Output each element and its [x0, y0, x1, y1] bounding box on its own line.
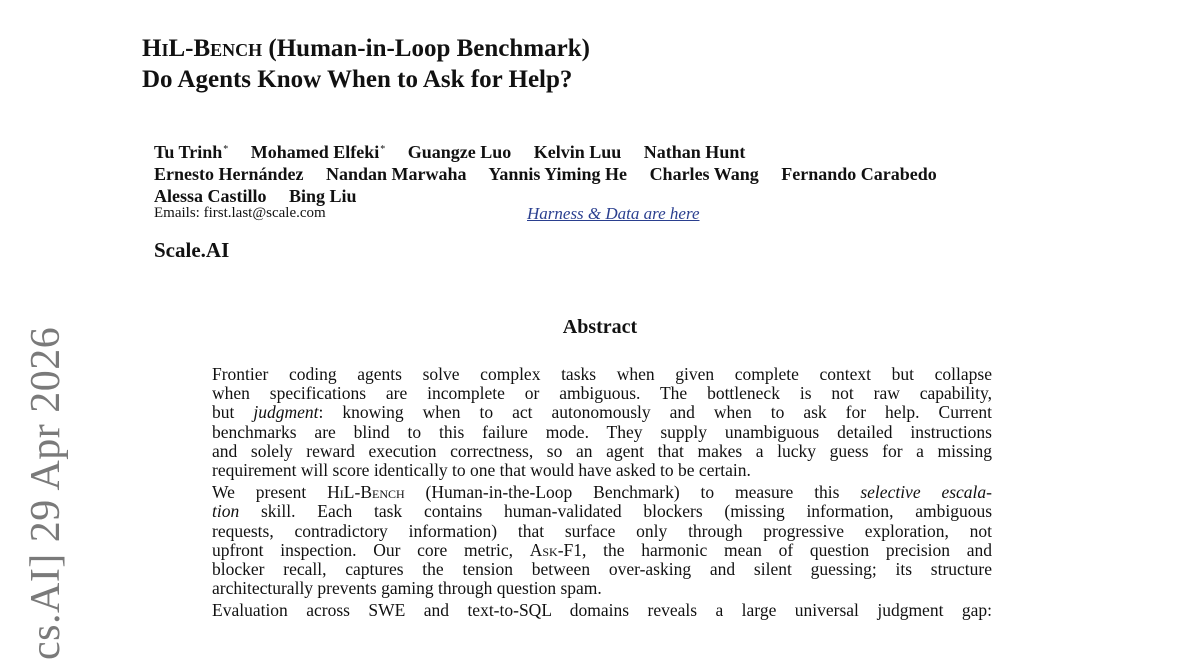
- abstract-body: [212, 365, 992, 624]
- affiliation: Scale.AI: [154, 238, 230, 262]
- author-name: Alessa Castillo: [154, 186, 267, 206]
- author-row-2: [154, 163, 955, 185]
- harness-data-link[interactable]: Harness & Data are here: [527, 204, 700, 223]
- author-name: Mohamed Elfeki*: [250, 142, 386, 162]
- abstract-line: requests, contradictory information) that surface only through progressive exploration, not: [212, 520, 992, 541]
- title-subtitle: (Human-in-Loop Benchmark): [262, 35, 590, 62]
- abstract-line: and solely reward execution correctness, so an agent that makes a lucky guess for a missing: [212, 440, 992, 461]
- abstract-line: when specifications are incomplete or ambiguous. The bottleneck is not raw capability,: [212, 383, 992, 404]
- author-name: Kelvin Luu: [533, 142, 622, 162]
- abstract-paragraph-3: [212, 601, 992, 620]
- abstract-paragraph-2: [212, 483, 992, 598]
- abstract-line: tion skill. Each task contains human-validated blockers (missing information, ambiguous: [212, 501, 992, 522]
- abstract-line: but judgment: knowing when to act autonomously and when to ask for help. Current: [212, 402, 992, 423]
- abstract-line: requirement will score identically to one that would have asked to be certain.: [212, 460, 751, 481]
- abstract-line: benchmarks are blind to this failure mode. They supply unambiguous detailed instructions: [212, 421, 992, 442]
- author-name: Nathan Hunt: [643, 142, 746, 162]
- author-name: Bing Liu: [289, 186, 357, 206]
- abstract-line: architecturally prevents gaming through question spam.: [212, 578, 602, 599]
- paper-title: [142, 33, 590, 95]
- author-row-1: [154, 139, 955, 163]
- title-question: Do Agents Know When to Ask for Help?: [142, 66, 573, 93]
- author-name: Ernesto Hernández: [154, 164, 304, 184]
- author-emails: Emails: first.last@scale.com: [154, 205, 326, 221]
- author-name: Charles Wang: [649, 164, 759, 184]
- author-list: [154, 139, 955, 207]
- benchmark-name: HiL-Bench: [327, 482, 405, 503]
- abstract-line: Evaluation across SWE and text-to-SQL domains reveals a large universal judgment gap:: [212, 600, 992, 621]
- author-name: Guangze Luo: [407, 142, 512, 162]
- abstract-line: blocker recall, captures the tension between over-asking and silent guessing; its structure: [212, 559, 992, 580]
- metric-name: Ask-F1: [529, 539, 583, 560]
- author-name: Yannis Yiming He: [488, 164, 628, 184]
- title-benchmark-name: HiL-Bench: [142, 35, 263, 62]
- abstract-line: Frontier coding agents solve complex tasks when given complete context but collapse: [212, 364, 992, 384]
- abstract-paragraph-1: [212, 365, 992, 480]
- arxiv-stamp: cs.AI] 29 Apr 2026: [23, 326, 69, 660]
- author-name: Fernando Carabedo: [781, 164, 937, 184]
- abstract-line: We present HiL-Bench (Human-in-the-Loop Benchmark) to measure this selective escala-: [212, 482, 992, 503]
- author-name: Tu Trinh*: [154, 142, 229, 162]
- abstract-heading: Abstract: [562, 316, 638, 338]
- abstract-line: upfront inspection. Our core metric, Ask-F1, the harmonic mean of question precision and: [212, 539, 992, 560]
- author-name: Nandan Marwaha: [325, 164, 467, 184]
